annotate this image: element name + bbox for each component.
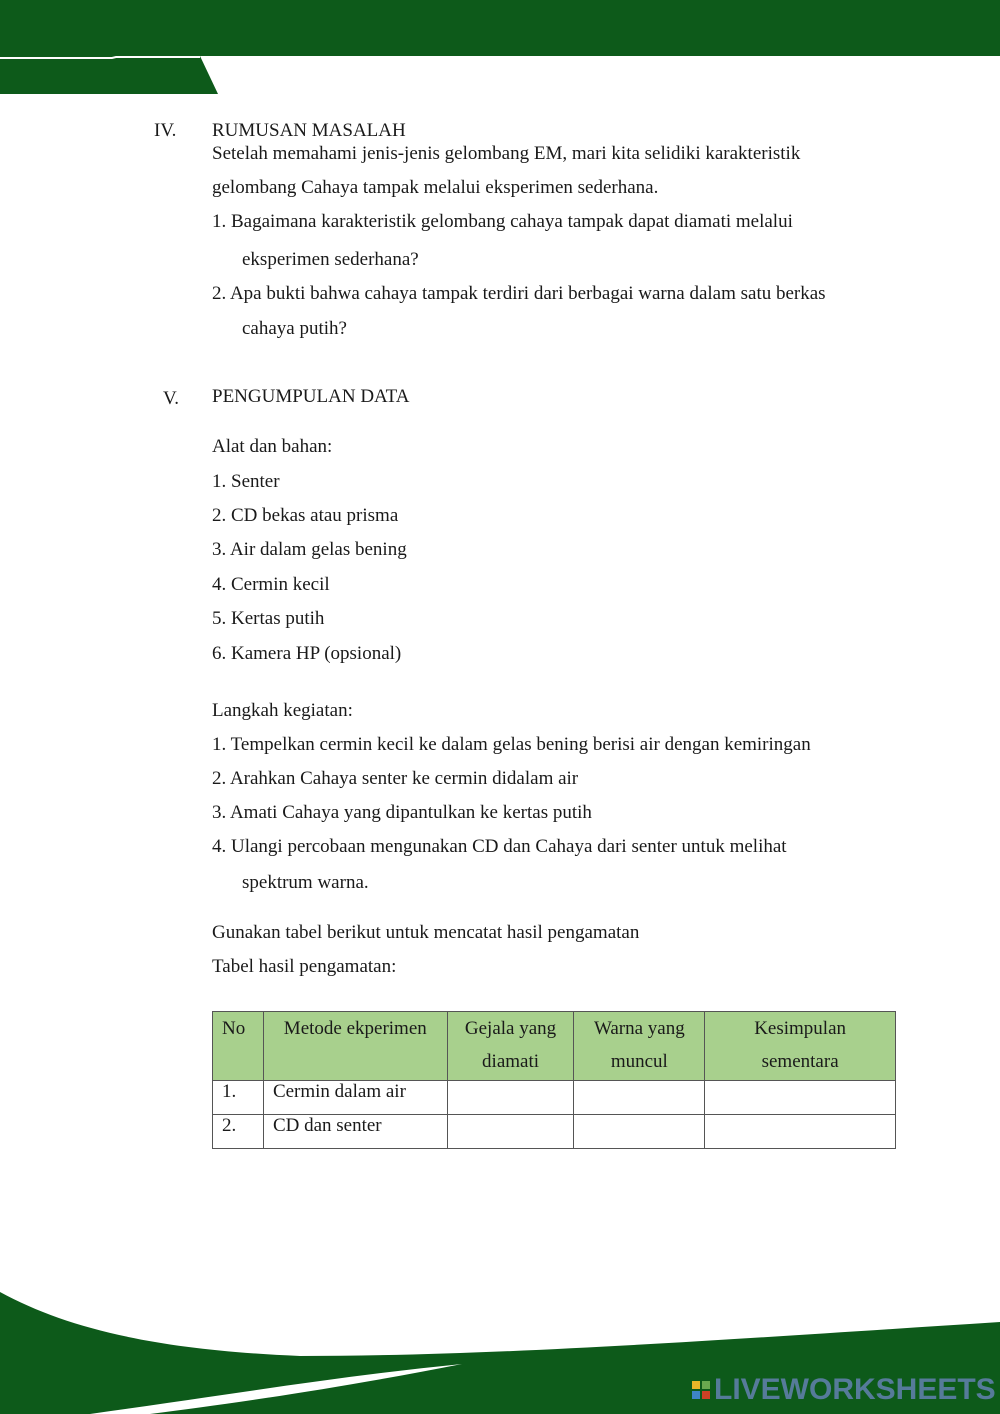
section-5-numeral: V. xyxy=(163,388,180,409)
cell-symptom[interactable] xyxy=(447,1115,574,1149)
cell-symptom[interactable] xyxy=(447,1081,574,1115)
cell-color[interactable] xyxy=(574,1115,705,1149)
cell-conclusion[interactable] xyxy=(705,1115,896,1149)
question-2-line1: 2. Apa bukti bahwa cahaya tampak terdiri dari berbagai warna dalam satu berkas xyxy=(212,283,826,304)
material-item: 6. Kamera HP (opsional) xyxy=(212,643,402,664)
table-label: Tabel hasil pengamatan: xyxy=(212,956,397,977)
liveworksheets-logo xyxy=(692,1375,996,1405)
section-4-intro-line2: gelombang Cahaya tampak melalui eksperimen sederhana. xyxy=(212,177,659,198)
table-row xyxy=(213,1115,896,1149)
step-4-continuation: spektrum warna. xyxy=(242,872,369,893)
question-2-line2: cahaya putih? xyxy=(242,318,347,339)
cell-no: 1. xyxy=(213,1081,264,1115)
material-item: 5. Kertas putih xyxy=(212,608,325,629)
cell-conclusion[interactable] xyxy=(705,1081,896,1115)
cell-no: 2. xyxy=(213,1115,264,1149)
section-5-heading: PENGUMPULAN DATA xyxy=(212,386,410,407)
step-item: 3. Amati Cahaya yang dipantulkan ke kertas putih xyxy=(212,802,592,823)
cell-method: CD dan senter xyxy=(263,1115,447,1149)
header-decoration xyxy=(0,0,1000,100)
table-row xyxy=(213,1081,896,1115)
step-item: 4. Ulangi percobaan mengunakan CD dan Cahaya dari senter untuk melihat xyxy=(212,836,787,857)
header-no: No xyxy=(213,1012,264,1081)
step-item: 2. Arahkan Cahaya senter ke cermin didalam air xyxy=(212,768,579,789)
table-instruction: Gunakan tabel berikut untuk mencatat hasil pengamatan xyxy=(212,922,640,943)
material-item: 2. CD bekas atau prisma xyxy=(212,505,399,526)
materials-label: Alat dan bahan: xyxy=(212,436,333,457)
question-1-line1: 1. Bagaimana karakteristik gelombang cahaya tampak dapat diamati melalui xyxy=(212,211,793,232)
header-color: Warna yang muncul xyxy=(574,1012,705,1081)
table-header-row xyxy=(213,1012,896,1081)
cell-method: Cermin dalam air xyxy=(263,1081,447,1115)
material-item: 3. Air dalam gelas bening xyxy=(212,539,407,560)
question-1-line2: eksperimen sederhana? xyxy=(242,249,419,270)
section-4-numeral: IV. xyxy=(154,120,177,141)
material-item: 1. Senter xyxy=(212,471,280,492)
logo-mark-icon xyxy=(692,1381,710,1399)
material-item: 4. Cermin kecil xyxy=(212,574,330,595)
logo-text: LIVEWORKSHEETS xyxy=(714,1373,996,1406)
header-method: Metode ekperimen xyxy=(263,1012,447,1081)
header-symptom: Gejala yang diamati xyxy=(447,1012,574,1081)
header-conclusion: Kesimpulan sementara xyxy=(705,1012,896,1081)
observation-table xyxy=(212,1011,896,1149)
steps-label: Langkah kegiatan: xyxy=(212,700,353,721)
section-4-heading: RUMUSAN MASALAH xyxy=(212,120,406,141)
cell-color[interactable] xyxy=(574,1081,705,1115)
section-4-intro-line1: Setelah memahami jenis-jenis gelombang EM, mari kita selidiki karakteristik xyxy=(212,143,801,164)
step-item: 1. Tempelkan cermin kecil ke dalam gelas bening berisi air dengan kemiringan xyxy=(212,734,811,755)
